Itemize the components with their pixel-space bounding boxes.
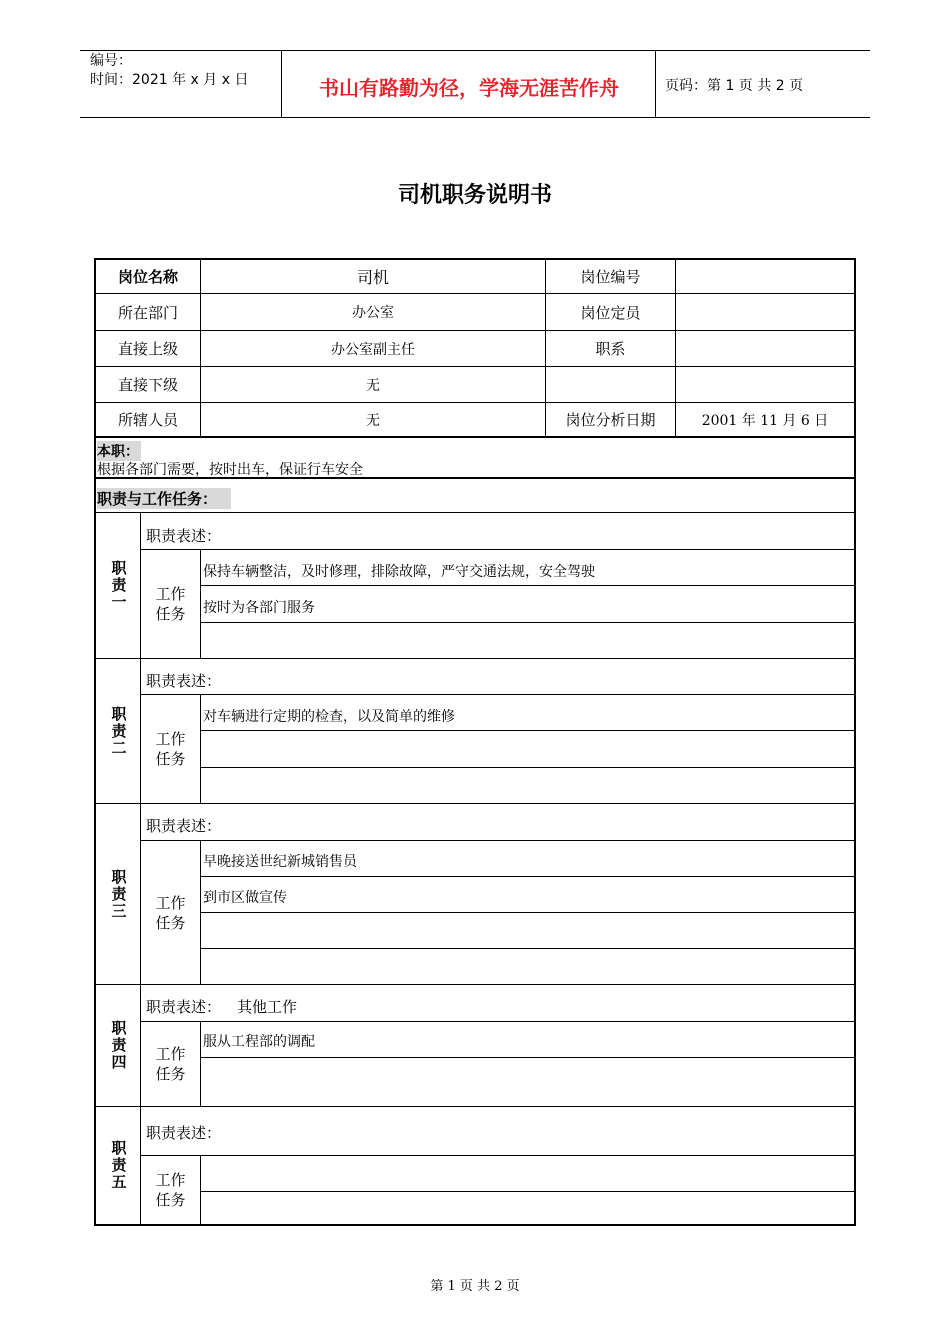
info-label-headcount: 岗位定员 bbox=[580, 303, 641, 322]
table-rule bbox=[96, 512, 854, 513]
duty-1-desc-label: 职责表述： bbox=[146, 527, 222, 545]
info-label-supervisor: 直接上级 bbox=[117, 340, 178, 358]
duty-1-task-label-text: 工作任务 bbox=[155, 585, 186, 623]
duty-5-task-label-text: 工作任务 bbox=[155, 1171, 186, 1209]
info-value-department: 办公室 bbox=[352, 305, 394, 321]
header-meta bbox=[90, 52, 248, 90]
duty-4-desc-label: 职责表述： bbox=[146, 998, 222, 1016]
table-rule bbox=[140, 549, 854, 550]
info-value-supervisor: 办公室副主任 bbox=[331, 341, 415, 358]
info-value-position-name: 司机 bbox=[356, 268, 389, 287]
duty-1-label bbox=[96, 513, 140, 658]
info-label-analysis-date: 岗位分析日期 bbox=[565, 411, 656, 429]
info-label-department: 所在部门 bbox=[117, 303, 178, 322]
table-rule bbox=[200, 767, 854, 768]
duty-3-task-label bbox=[141, 841, 200, 984]
table-rule bbox=[140, 694, 854, 695]
info-label-job-family: 职系 bbox=[595, 340, 626, 358]
info-value-position-code bbox=[676, 260, 854, 293]
duty-4-label bbox=[96, 985, 140, 1106]
duty-col-rule bbox=[200, 1155, 201, 1224]
duty-5-desc-label: 职责表述： bbox=[146, 1124, 222, 1142]
header-top-rule bbox=[80, 50, 870, 51]
duty-1-task-2: 按时为各部门服务 bbox=[203, 600, 315, 616]
info-label-subordinates: 直接下级 bbox=[117, 376, 178, 394]
duty-separator bbox=[96, 803, 854, 804]
table-rule bbox=[200, 912, 854, 913]
page-footer: 第 1 页 共 2 页 bbox=[430, 1279, 520, 1294]
header-bottom-rule bbox=[80, 117, 870, 118]
duty-2-name: 职责二 bbox=[109, 705, 128, 757]
header-motto: 书山有路勤为径，学海无涯苦作舟 bbox=[319, 76, 619, 100]
duty-2-label bbox=[96, 659, 140, 803]
duty-3-task-2: 到市区做宣传 bbox=[203, 890, 287, 906]
info-label-position-code: 岗位编号 bbox=[580, 268, 641, 286]
table-rule bbox=[140, 1155, 854, 1156]
info-value-staff: 无 bbox=[366, 412, 380, 429]
info-label-staff: 所辖人员 bbox=[117, 411, 178, 429]
duty-col-rule bbox=[200, 1021, 201, 1107]
duty-3-desc-label: 职责表述： bbox=[146, 817, 222, 835]
duty-2-task-1: 对车辆进行定期的检查，以及简单的维修 bbox=[203, 709, 455, 725]
info-value-empty bbox=[676, 367, 854, 402]
table-rule bbox=[140, 840, 854, 841]
duty-5-task-label bbox=[141, 1156, 200, 1224]
duty-summary-label: 本职： bbox=[97, 441, 141, 461]
duty-2-task-label-text: 工作任务 bbox=[155, 730, 186, 768]
duty-2-task-label bbox=[141, 695, 200, 803]
duty-5-name: 职责五 bbox=[109, 1140, 128, 1191]
info-value-headcount bbox=[676, 294, 854, 330]
duty-3-task-1: 早晚接送世纪新城销售员 bbox=[203, 854, 357, 870]
info-value-subordinates: 无 bbox=[366, 377, 380, 394]
duty-separator bbox=[96, 658, 854, 659]
duty-4-task-1: 服从工程部的调配 bbox=[203, 1034, 315, 1050]
duty-3-name: 职责三 bbox=[109, 868, 128, 920]
info-value-job-family bbox=[676, 331, 854, 366]
duty-1-name: 职责一 bbox=[109, 560, 128, 611]
table-rule bbox=[200, 876, 854, 877]
duty-3-task-label-text: 工作任务 bbox=[155, 893, 186, 932]
table-rule bbox=[96, 436, 854, 438]
table-rule bbox=[200, 1057, 854, 1058]
duty-4-name: 职责四 bbox=[109, 1020, 128, 1071]
info-value-analysis-date: 2001 年 11 月 6 日 bbox=[701, 412, 829, 429]
duties-header: 职责与工作任务： bbox=[97, 488, 231, 509]
duty-col-rule bbox=[200, 694, 201, 804]
table-rule bbox=[200, 1191, 854, 1192]
duty-col-rule bbox=[200, 549, 201, 659]
table-rule bbox=[200, 622, 854, 623]
table-rule bbox=[200, 948, 854, 949]
duty-4-task-label bbox=[141, 1022, 200, 1106]
header-number-label: 编号： bbox=[90, 53, 132, 69]
header-page-info: 页码：第 1 页 共 2 页 bbox=[665, 78, 804, 94]
duty-4-desc: 其他工作 bbox=[237, 998, 298, 1016]
document-title: 司机职务说明书 bbox=[397, 183, 552, 208]
info-label-position-name: 岗位名称 bbox=[117, 268, 178, 286]
duty-3-label bbox=[96, 804, 140, 984]
duty-2-desc-label: 职责表述： bbox=[146, 672, 222, 690]
table-rule bbox=[200, 585, 854, 586]
duty-5-label bbox=[96, 1107, 140, 1224]
duty-separator bbox=[96, 1106, 854, 1107]
duty-1-task-1: 保持车辆整洁，及时修理，排除故障，严守交通法规，安全驾驶 bbox=[203, 564, 595, 580]
duty-4-task-label-text: 工作任务 bbox=[155, 1045, 186, 1083]
table-rule bbox=[140, 1021, 854, 1022]
header-time: 时间：2021 年 x 月 x 日 bbox=[90, 72, 249, 88]
duty-summary-text: 根据各部门需要，按时出车，保证行车安全 bbox=[97, 462, 363, 478]
job-description-table bbox=[94, 258, 856, 1226]
duty-1-task-label bbox=[141, 550, 200, 658]
info-label-empty bbox=[546, 367, 675, 402]
table-rule bbox=[200, 730, 854, 731]
duty-separator bbox=[96, 984, 854, 985]
